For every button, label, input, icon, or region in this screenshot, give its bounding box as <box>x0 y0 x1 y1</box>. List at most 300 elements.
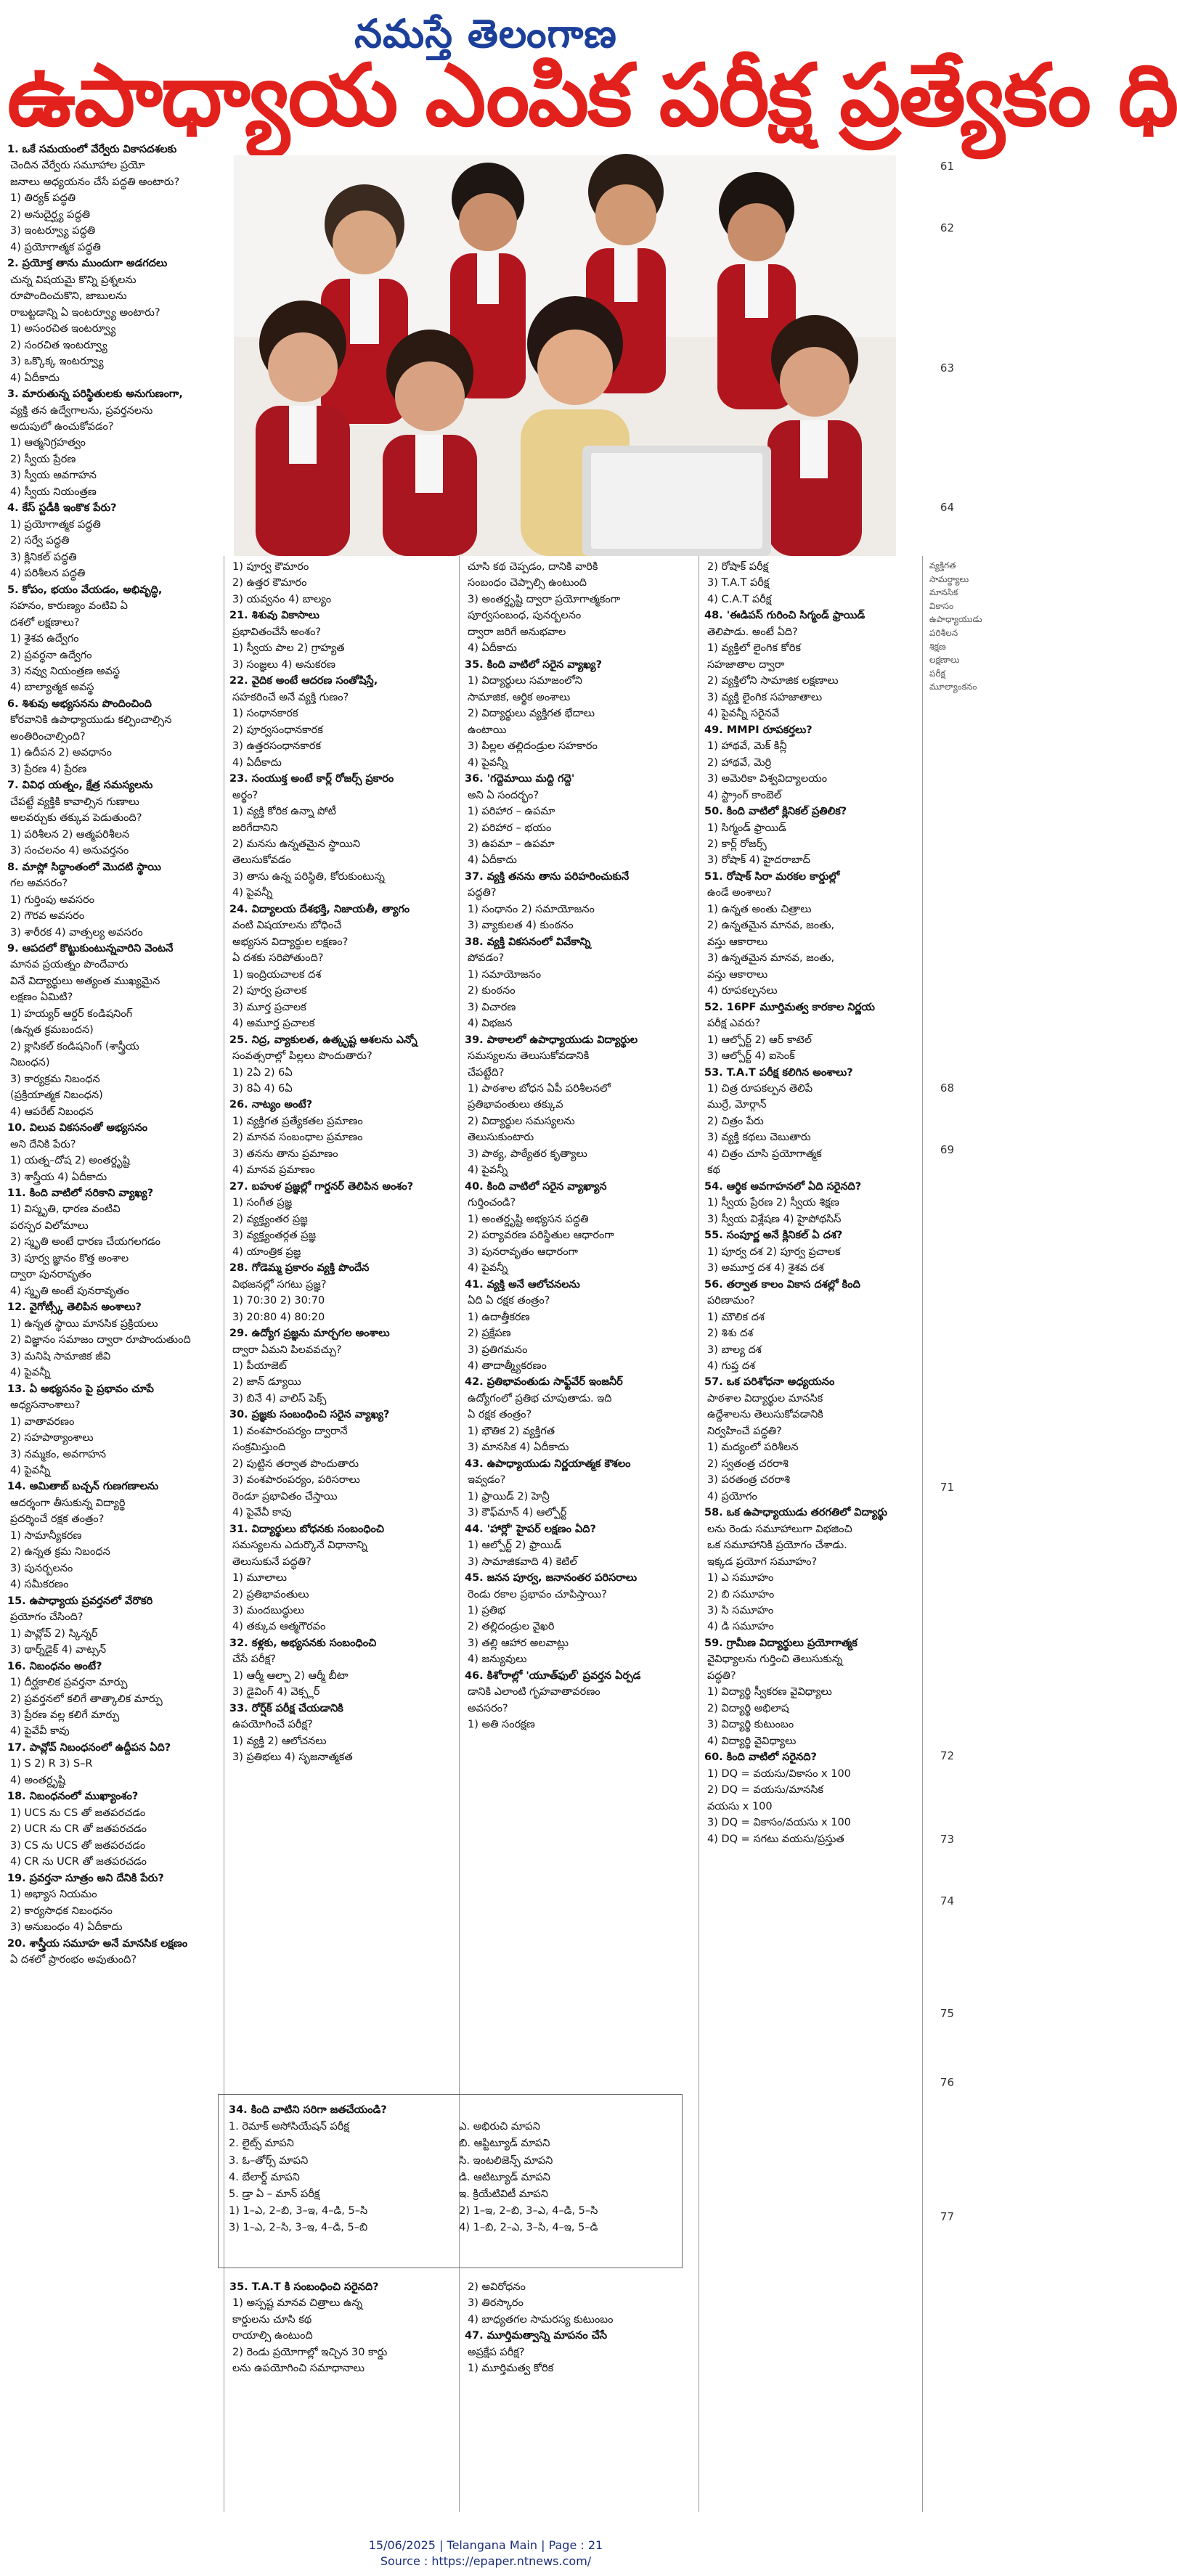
answer-option: 2) వ్యక్త్యంతర ప్రజ్ఞ <box>232 1213 308 1225</box>
answer-option: 1) వ్యక్తిగత ప్రత్యేకతల ప్రమాణం <box>232 1115 363 1127</box>
answer-option: లను రెండు సమూహాలుగా విభజించి <box>707 1523 852 1535</box>
answer-option: 1) దీర్ఘకాలిక ప్రవర్తనా మార్పు <box>10 1677 128 1689</box>
answer-option: అని ఏ సందర్భం? <box>468 789 539 801</box>
answer-option: 3) యవ్వనం 4) బాల్యం <box>232 593 332 605</box>
question-text: 48. 'ఈడిపస్ గురించి సిగ్మండ్ ఫ్రాయిడ్ <box>704 610 866 622</box>
answer-option: వ్యక్తిగత <box>929 560 956 571</box>
answer-option: 4) CR ను UCR తో జతపరచడం <box>10 1856 147 1868</box>
answer-option: 1) ఆల్పోర్ట్ 2) ఆర్ కాటెల్ <box>707 1034 812 1046</box>
question-text: 14. అమితాబ్ బచ్చన్ గుణగణాలను <box>7 1481 159 1493</box>
answer-option: 4) విభజన <box>468 1018 513 1030</box>
answer-option: 3) సంచలనం 4) అనువర్తనం <box>10 845 129 857</box>
answer-option: 4) ప్రయోగాత్మక పద్ధతి <box>10 241 101 253</box>
answer-option: ఉద్యోగంలో ప్రతిభ చూపుతాడు. ఇది <box>468 1392 612 1404</box>
answer-option: 4) ఏదీకాదు <box>10 372 60 384</box>
answer-option: ప్రదర్శించే రక్షక తంత్రం? <box>10 1513 105 1526</box>
question-text: 20. శాస్త్రీయ సమూహ అనే మానసిక లక్షణం <box>7 1937 188 1950</box>
question-text: 53. T.A.T పరీక్ష కలిగిన అంశాలు? <box>704 1066 853 1079</box>
question-text: 23. సంయుక్త అంటే కార్ల్ రోజర్స్ ప్రకారం <box>229 773 394 785</box>
question-text: 49. MMPI రూపకర్తలు? <box>704 724 813 736</box>
answer-option: 3) 20:80 4) 80:20 <box>232 1311 325 1323</box>
answer-option: అని దేనికి పేరు? <box>10 1138 76 1150</box>
page-number: 74 <box>940 1894 954 1908</box>
question-text: 12. వైగోట్స్కీ తెలిపిన అంశాలు? <box>7 1301 142 1314</box>
answer-option: 1) అంతర్దృష్టి అభ్యసన పద్ధతి <box>468 1213 589 1225</box>
answer-option: (ప్రక్రియాత్మక నిబంధన) <box>10 1089 103 1102</box>
answer-option: ప్రభావితంచేసే అంశం? <box>232 626 322 638</box>
answer-option: 3) పరతంత్ర చరరాశి <box>707 1474 791 1487</box>
match-question-box <box>218 2094 683 2268</box>
answer-option: సంవత్సరాల్లో పిల్లలు పొందుతారు? <box>232 1050 372 1063</box>
question-text: 35. కింది వాటిలో సరైన వ్యాఖ్య? <box>465 658 602 671</box>
answer-option: 1) ప్రతిభ <box>468 1605 506 1616</box>
answer-option: సామాజిక, ఆర్థిక అంశాలు <box>468 691 571 703</box>
answer-option: 3) అంతర్దృష్టి ద్వారా ప్రయోగాత్మకంగా <box>468 593 621 605</box>
answer-option: తెలుసుకోవడం <box>232 854 291 867</box>
answer-option: 2) శిశు దశ <box>707 1328 754 1340</box>
answer-option: 2) తల్లిదండ్రుల వైఖరి <box>468 1621 555 1633</box>
answer-option: డానికి ఎలాంటి గృహవాతావరణం <box>468 1686 600 1698</box>
answer-option: 4) తాదాత్మ్యీకరణం <box>468 1359 547 1372</box>
question-text: 50. కింది వాటిలో క్లినికల్ ప్రతిలిక? <box>704 806 847 818</box>
answer-option: 1) ఆత్మనిగ్రహత్వం <box>10 437 86 449</box>
answer-option: 1) పరిశీలన 2) ఆత్మపరిశీలన <box>10 828 130 841</box>
answer-option: 1) మౌలిక దశ <box>707 1311 765 1323</box>
answer-option: 1) UCS ను CS తో జతపరచడం <box>10 1807 146 1819</box>
footer-source-line: Source : https://epaper.ntnews.com/ <box>380 2554 592 2569</box>
question-text: 13. ఏ అభ్యసనం పై ప్రభావం చూపే <box>7 1383 154 1395</box>
answer-option: 4) తక్కువ ఆత్మగౌరవం <box>232 1621 326 1633</box>
answer-option: 2) సహపాఠ్యాంశాలు <box>10 1432 94 1444</box>
answer-option: ద్వారా పునరావృతం <box>10 1269 91 1281</box>
answer-option: ఉపాధ్యాయుడు <box>929 614 982 625</box>
question-text: 47. మూర్తిమత్వాన్ని మాపనం చేసే <box>465 2330 607 2342</box>
page-number: 73 <box>940 1833 954 1846</box>
answer-option: 2) విద్యార్థి అభిలాష <box>707 1702 789 1714</box>
question-text: 44. 'హార్లో' హైపర్ లక్షణం ఏది? <box>465 1523 596 1535</box>
question-text: 28. గోడెమ్మ ప్రకారం వ్యక్తి పొందేన <box>229 1262 370 1275</box>
answer-option: ఉద్దేశాలను తెలుసుకోవడానికి <box>707 1409 823 1421</box>
answer-option: 4) ఏదీకాదు <box>232 756 282 769</box>
answer-option: 3) DQ = వికాసం/వయసు x 100 <box>707 1817 851 1829</box>
answer-option: వైవిధ్యాలను గుర్తించి తెలుసుకున్న <box>707 1653 843 1666</box>
match-item: 1) 1–ఎ, 2–బి, 3–ఇ, 4–డి, 5–సి <box>229 2205 368 2217</box>
question-text: 54. ఆర్థిక అవగాహనలో ఏది సరైనది? <box>704 1180 862 1193</box>
answer-option: చూసి కథ చెప్పడం, దానికి వారికి <box>468 561 598 573</box>
match-item: ఇ. క్రియేటివిటీ మాపని <box>459 2188 548 2200</box>
column-3-bottom <box>465 2279 696 2519</box>
question-text: 51. రోషాక్ సిరా మరకల కార్డుల్లో <box>704 870 840 883</box>
question-text: 38. వ్యక్తి వికసనంలో వివేకాన్ని <box>465 936 591 948</box>
answer-option: 3) బాల్య దశ <box>707 1344 762 1356</box>
answer-option: 3) ప్రతిగమనం <box>468 1344 528 1356</box>
answer-option: 1) పూర్వ కౌమారం <box>232 561 309 573</box>
question-text: 33. రోర్ష్‌క్ పరీక్ష చేయడానికి <box>229 1702 343 1714</box>
page-number: 76 <box>940 2076 954 2089</box>
answer-option: 3) వ్యక్త్యంతర్గత ప్రజ్ఞ <box>232 1230 317 1242</box>
answer-option: 4) ఏదీకాదు <box>468 854 517 867</box>
answer-option: 1) ప్రయోగాత్మక పద్ధతి <box>10 518 101 531</box>
page-number: 68 <box>940 1081 954 1095</box>
answer-option: 3) డైవింగ్ 4) వెక్స్లర్ <box>232 1686 320 1698</box>
question-text: 60. కింది వాటిలో సరైనది? <box>704 1751 817 1764</box>
match-item: సి. ఇంటలిజెన్స్ మాపని <box>459 2154 553 2167</box>
answer-option: 4) ఆపరేట్ నిబంధన <box>10 1105 94 1118</box>
answer-option: 2) క్లాసికల్ కండిషనింగ్ (శాస్త్రీయ <box>10 1040 139 1052</box>
answer-option: 3) థార్న్‌డైక్ 4) వాట్సన్ <box>10 1644 107 1656</box>
match-item: డి. ఆటిట్యూడ్ మాపని <box>459 2171 550 2183</box>
answer-option: 1) ఆల్పోర్ట్ 2) ఫ్రాయిడ్ <box>468 1540 562 1552</box>
answer-option: అర్థం? <box>232 789 258 801</box>
question-text: 58. ఒక ఉపాధ్యాయుడు తరగతిలో విద్యార్థు <box>704 1507 887 1519</box>
answer-option: వయసు x 100 <box>707 1800 773 1812</box>
answer-option: మానవ ప్రయత్నం పొందేవారు <box>10 959 129 971</box>
answer-option: 2) జాన్ డ్యూయి <box>232 1376 301 1389</box>
answer-option: 3) తనను తాను ప్రమాణం <box>232 1148 338 1160</box>
answer-option: 3) T.A.T పరీక్ష <box>707 577 770 589</box>
answer-option: 2) పరిహార – భయం <box>468 822 552 834</box>
answer-option: 2) మానవ సంబంధాల ప్రమాణం <box>232 1132 363 1144</box>
answer-option: 3) ఉత్తరసంధానకారక <box>232 740 322 753</box>
answer-option: చేపట్టేది? <box>468 1066 505 1079</box>
answer-option: 1) హయ్యర్ ఆర్డర్ కండిషనింగ్ <box>10 1007 133 1020</box>
match-left-list <box>229 2119 441 2236</box>
answer-option: 1) 70:30 2) 30:70 <box>232 1295 325 1307</box>
question-text: 19. ప్రవర్తనా సూత్రం అని దేనికి పేరు? <box>7 1872 164 1884</box>
answer-option: అధ్యసనాంశాలు? <box>10 1399 81 1412</box>
match-item: 5. డ్రా ఏ – మాన్ పరీక్ష <box>229 2188 320 2200</box>
question-text: 8. మాస్లో సిద్ధాంతంలో మొదటి స్థాయి <box>7 861 161 873</box>
question-text: 1. ఒకే సమయంలో వేర్వేరు వికాసదశలకు <box>7 144 177 155</box>
answer-option: 2) అనుదైర్ఘ్య పద్ధతి <box>10 208 91 221</box>
answer-option: అప్రక్షేప పరీక్ష? <box>468 2346 525 2358</box>
page-number: 62 <box>940 221 954 234</box>
answer-option: వికాసం <box>929 600 954 611</box>
answer-option: 1) శైశవ ఉద్వేగం <box>10 633 79 645</box>
answer-option: అదుపులో ఉంచుకోవడం? <box>10 420 114 433</box>
answer-option: 2) ఉత్తర కౌమారం <box>232 577 307 589</box>
answer-option: 4) ఏదీకాదు <box>468 642 517 655</box>
answer-option: 1) తిర్యక్ పద్ధతి <box>10 192 76 205</box>
answer-option: జరిగేదానిని <box>232 822 278 834</box>
answer-option: 1) ఉదాత్తీకరణ <box>468 1311 530 1323</box>
answer-option: 2) ప్రతిభావంతులు <box>232 1588 309 1600</box>
answer-option: 4) యాంత్రిక ప్రజ్ఞ <box>232 1246 301 1258</box>
answer-option: 2) చిత్రం పేరు <box>707 1115 764 1127</box>
answer-option: 3) సంజ్ఞలు 4) అనుకరణ <box>232 658 335 671</box>
page-number: 72 <box>940 1749 954 1762</box>
answer-option: 4) పైవన్నీ <box>468 1164 508 1177</box>
answer-option: 1) పరిహార – ఉపమా <box>468 806 555 818</box>
question-text: 35. T.A.T కి సంబంధించి సరైనది? <box>229 2281 379 2293</box>
answer-option: 2) మనసు ఉన్నతమైన స్థాయిని <box>232 838 361 850</box>
answer-option: 2) ఉన్నత క్రమ నిబంధన <box>10 1546 110 1558</box>
answer-option: 3) కౌఫ్‌మాన్ 4) ఆల్పోర్ట్ <box>468 1507 567 1519</box>
answer-option: ముర్రే, మోర్గాన్ <box>707 1099 767 1111</box>
answer-option: అవసరం? <box>468 1702 508 1714</box>
question-text: 57. ఒక పరిశోధనా అధ్యయనం <box>704 1376 835 1389</box>
answer-option: 3) ఉన్నతమైన మానవ, జంతు, <box>707 952 835 965</box>
answer-option: 4) పైవన్నీ <box>468 756 508 769</box>
match-right-list <box>459 2119 672 2236</box>
answer-option: సహజాతాల ద్వారా <box>707 658 785 671</box>
answer-option: 3) స్వీయ అవగాహన <box>10 470 97 482</box>
match-item: 3) 1–ఎ, 2–సి, 3–ఇ, 4–డి, 5–బి <box>229 2222 368 2234</box>
answer-option: నిర్వహించే పద్ధతి? <box>707 1425 782 1437</box>
answer-option: రాబట్టడాన్ని ఏ ఇంటర్వ్యూ అంటారు? <box>10 306 160 319</box>
answer-option: 3) పూర్వ జ్ఞానం కొత్త అంశాల <box>10 1252 129 1264</box>
question-text: 27. బహుళ ప్రజ్ఞల్లో గార్డనర్ తెలిపిన అంశం? <box>229 1180 414 1193</box>
question-text: 22. వైదిక అంటే ఆదరణ సంతోషిస్తే, <box>229 675 378 687</box>
question-text: 55. సంపూర్ణ అనే క్లినికల్ ఏ దశ? <box>704 1230 843 1242</box>
answer-option: 3) ఉపమా – ఉపమా <box>468 838 555 850</box>
answer-option: 2) విజ్ఞానం సమాజం ద్వారా రూపొందుతుంది <box>10 1334 191 1346</box>
answer-option: 4) గుప్త దశ <box>707 1359 756 1372</box>
answer-option: తెలుసుకునే పద్ధతి? <box>232 1555 311 1568</box>
answer-option: 1) వ్యక్తిలో లైంగిక కోరిక <box>707 642 802 655</box>
answer-option: ఇవ్వడం? <box>468 1474 506 1487</box>
answer-option: 3) నమ్మకం, అవగాహన <box>10 1448 107 1460</box>
answer-option: 4) చిత్రం చూసి ప్రయోగాత్మక <box>707 1148 822 1160</box>
answer-option: వంటి విషయాలను బోధించే <box>232 920 342 932</box>
question-text: 40. కింది వాటిలో సరైన వ్యాఖ్యాన <box>465 1180 607 1193</box>
answer-option: 2) హాథవే, మెర్రి <box>707 756 772 769</box>
answer-option: 1) DQ = వయసు/వికాసం x 100 <box>707 1767 851 1780</box>
answer-option: 1) చిత్ర రూపకల్పన తెలిపే <box>707 1083 813 1095</box>
column-rule <box>922 556 923 2512</box>
answer-option: 2) పూర్వసంధానకారక <box>232 724 323 736</box>
answer-option: 2) బి సమూహం <box>707 1588 775 1600</box>
answer-option: లను ఉపయోగించి సమాధానాలు <box>232 2363 364 2375</box>
answer-option: 1) ఉన్నత స్థాయి మానసిక ప్రక్రియలు <box>10 1317 158 1330</box>
answer-option: 4) పైవన్నీ <box>468 1262 508 1275</box>
question-text: 32. కళ్లకు, అభ్యసనకు సంబంధించి <box>229 1637 377 1649</box>
answer-option: 2) గౌరవ అవసరం <box>10 910 85 923</box>
answer-option: సమస్యలను తెలుసుకోవడానికి <box>468 1050 590 1063</box>
answer-option: చున్న విషయమై కొన్ని ప్రశ్నలను <box>10 274 137 286</box>
answer-option: 4) C.A.T పరీక్ష <box>707 593 772 605</box>
answer-option: 3) శారీరక 4) వాత్సల్య అవసరం <box>10 926 143 939</box>
answer-option: సంబంధం చెప్పాల్సి ఉంటుంది <box>468 577 587 589</box>
match-item: 4) 1–బి, 2–ఎ, 3–సి, 4–ఇ, 5–డి <box>459 2222 598 2234</box>
page-number: 61 <box>940 160 954 173</box>
answer-option: 3) పాఠ్య, పాఠ్యేతర కృత్యాలు <box>468 1148 587 1160</box>
answer-option: పోవడం? <box>468 952 505 965</box>
match-item: బి. ఆప్టిట్యూడ్ మాపని <box>459 2138 550 2150</box>
answer-option: 2) విద్యార్థులు వ్యక్తిగత భేదాలు <box>468 708 595 720</box>
answer-option: 3) నవ్వు నియంత్రణ అవస్థ <box>10 666 121 677</box>
answer-option: ఏ దశకు సరిపోతుంది? <box>232 952 324 965</box>
answer-option: 1) అభ్యాస నియమం <box>10 1889 97 1901</box>
answer-option: విభజనల్లో సగటు ప్రజ్ఞ? <box>232 1278 327 1291</box>
answer-option: 4) పైవన్నీ <box>10 1367 51 1379</box>
answer-option: లక్షణాలు <box>929 655 960 666</box>
answer-option: 4) స్ట్రాంగ్ కాంబెల్ <box>707 789 782 801</box>
answer-option: 2) ప్రవర్తనలో కలిగే తాత్కాలిక మార్పు <box>10 1693 163 1705</box>
question-text: 31. విద్యార్థులు బోధనకు సంబంధించి <box>229 1523 385 1535</box>
answer-option: 1) పీయాజెట్ <box>232 1359 287 1372</box>
answer-option: పద్ధతి? <box>468 887 497 899</box>
answer-option: 4) మానవ ప్రమాణం <box>232 1164 315 1177</box>
answer-option: 3) మానసిక 4) ఏదీకాదు <box>468 1442 569 1454</box>
match-grid <box>229 2119 672 2236</box>
answer-option: 1) ఇంద్రియచాలక దశ <box>232 968 322 981</box>
answer-option: చేపట్టే వ్యక్తికి కావాల్సిన గుణాలు <box>10 796 139 808</box>
question-text: 59. గ్రామీణ విద్యార్థులు ప్రయోగాత్మక <box>704 1637 858 1649</box>
answer-option: 1) పాఠశాల బోధన ఏపీ పరిశీలనలో <box>468 1083 611 1095</box>
answer-option: 3) తల్లి ఆహార అలవాట్లు <box>468 1637 569 1649</box>
answer-option: 2) ఉన్నతమైన మానవ, జంతు, <box>707 920 835 932</box>
answer-option: 3) సామాజికవాది 4) కెటిల్ <box>468 1555 577 1568</box>
answer-option: 3) క్లినికల్ పద్ధతి <box>10 551 77 563</box>
answer-option: కథ <box>707 1164 720 1177</box>
page-number: 77 <box>940 2210 954 2223</box>
answer-option: తెలిపాడు. అంటే ఏది? <box>707 626 798 638</box>
answer-option: 4) పైవన్నీ సరైనవే <box>707 708 780 720</box>
headline-text: ఉపాధ్యాయ ఎంపిక పరీక్ష ప్రత్యేకం ధి <box>7 45 1177 145</box>
answer-option: వ్యక్తి తన ఉద్వేగాలను, ప్రవర్తనలను <box>10 404 153 417</box>
answer-option: 1) ఎ సమూహం <box>707 1572 774 1585</box>
match-item: 4. బేలార్డ్ మాపని <box>229 2171 300 2183</box>
answer-option: పూర్వసంబంధ, పునర్బలనం <box>468 610 582 622</box>
answer-option: 3) 8ఏ 4) 6ఏ <box>232 1083 293 1095</box>
answer-option: ఉండే అంశాలు? <box>707 887 772 899</box>
answer-option: చేసే పరీక్ష? <box>232 1653 276 1666</box>
answer-option: 3) వ్యాకులత 4) కుంఠనం <box>468 920 574 932</box>
answer-option: 4) పైవేవీ కావు <box>10 1725 70 1738</box>
answer-option: 1) విద్యార్థి స్వీకరణ వైవిధ్యాలు <box>707 1686 832 1698</box>
answer-option: 2) కార్యసాధక నిబంధనం <box>10 1905 113 1917</box>
answer-option: సంక్రమిస్తుంది <box>232 1442 286 1454</box>
answer-option: 1) అతి సంరక్షణ <box>468 1719 535 1731</box>
answer-option: 2) స్మృతి అంటే ధారణ చేయగలగడం <box>10 1236 160 1248</box>
answer-option: ద్వారా జరిగే అనుభవాల <box>468 626 566 638</box>
answer-option: పాఠశాల విద్యార్థుల మానసిక <box>707 1392 823 1404</box>
answer-option: 1) మూర్తిమత్వ కోరిక <box>468 2363 554 2375</box>
answer-option: 3) ఒక్కొక్క ఇంటర్వ్యూ <box>10 356 104 368</box>
answer-option: 3) CS ను UCS తో జతపరచడం <box>10 1839 146 1852</box>
answer-option: 1) పూర్వ దశ 2) పూర్వ ప్రచాలక <box>707 1246 841 1258</box>
answer-option: 1) హాథవే, మెక్ కిన్లీ <box>707 740 787 753</box>
answer-option: 1) స్వీయ పాల 2) గ్రాహ్యత <box>232 642 345 655</box>
answer-option: లక్షణం ఏమిటి? <box>10 991 73 1004</box>
answer-option: అలవర్చుకు తక్కువ పెడుతుంది? <box>10 812 142 825</box>
answer-option: 3) పిల్లల తల్లిదండ్రుల సహకారం <box>468 740 598 753</box>
question-text: 3. మారుతున్న పరిస్థితులకు అనుగుణంగా, <box>7 388 183 401</box>
answer-option: 1) సంధానం 2) సమాయోజనం <box>468 903 595 915</box>
answer-option: అంతిరించాల్సింది? <box>10 730 86 743</box>
answer-option: రూపొందించుకొని, జాబులను <box>10 290 127 303</box>
answer-option: శిక్షణ <box>929 641 946 652</box>
answer-option: ఏది ఏ రక్షక తంత్రం? <box>468 1295 550 1307</box>
answer-option: 1) ఉన్నత అంతు చిత్రాలు <box>707 903 812 915</box>
answer-option: 4) విద్యార్థి వైవిధ్యాలు <box>707 1735 797 1747</box>
answer-option: 1) ఫ్రాయిడ్ 2) హెన్రీ <box>468 1490 550 1502</box>
answer-option: 2) ప్రవర్ధనా ఉద్వేగం <box>10 649 92 661</box>
answer-option: 2) వ్యక్తిలోని సామాజిక లక్షణాలు <box>707 675 839 687</box>
answer-option: 1) S 2) R 3) S–R <box>10 1758 93 1770</box>
answer-option: సమస్యలను ఎదుర్కొనే విధానాన్ని <box>232 1540 367 1552</box>
answer-option: ఒక సమూహానికి ప్రయోగం చేశాడు. <box>707 1540 847 1552</box>
answer-option: 3) మందబుద్ధులు <box>232 1605 304 1616</box>
answer-option: 3) రోషాక్ 4) హైదరాబాద్ <box>707 854 810 867</box>
question-text: 56. తర్వాత కాలం వికాస దశల్లో కింది <box>704 1278 860 1291</box>
question-text: 18. నిబంధనంలో ముఖ్యాంశం? <box>7 1791 139 1803</box>
answer-option: 3) పునర్బలనం <box>10 1562 73 1574</box>
answer-option: 3) ప్రతిభలు 4) సృజనాత్మకత <box>232 1751 353 1764</box>
answer-option: 1) అస్పష్ట మానవ చిత్రాలు ఉన్న <box>232 2297 363 2310</box>
answer-option: 4) పరిశీలన పద్ధతి <box>10 568 86 580</box>
answer-option: 1) వంశపారంపర్యం ద్వారానే <box>232 1425 348 1437</box>
answer-option: 1) భౌతిక 2) వ్యక్తిగత <box>468 1425 555 1437</box>
column-2-bottom <box>229 2279 456 2519</box>
answer-option: 1) వాతావరణం <box>10 1415 75 1428</box>
answer-option: 3) ఆల్పోర్ట్ 4) ఐసెంక్ <box>707 1050 795 1063</box>
question-text: 10. విలువ వికసనంతో అభ్యసనం <box>7 1122 148 1134</box>
answer-option: 3) ఇంటర్వ్యూ పద్ధతి <box>10 225 96 237</box>
answer-option: 2) కుంఠనం <box>468 985 516 997</box>
answer-option: సహనం, కారుణ్యం వంటివి ఏ <box>10 600 128 613</box>
headline-banner <box>0 45 1177 145</box>
answer-option: 1) సామాన్యీకరణ <box>10 1529 82 1542</box>
answer-option: 1) విస్మృతి, ధారణ వంటివి <box>10 1203 121 1216</box>
answer-option: చెందిన వేర్వేరు సమూహాల ప్రయో <box>10 160 145 172</box>
answer-option: 3) అమెరికా విశ్వవిద్యాలయం <box>707 773 828 785</box>
question-text: 17. పావ్లోవ్ నిబంధనంలో ఉద్దీపన ఏది? <box>7 1741 171 1754</box>
answer-option: 2) పర్యావరణ పరిస్థితుల ఆధారంగా <box>468 1230 614 1242</box>
answer-option: 3) అనుబంధం 4) ఏదీకాదు <box>10 1921 123 1934</box>
question-text: 5. కోపం, భయం వేయడం, అభివృద్ధి, <box>7 584 163 596</box>
page-number: 69 <box>940 1143 954 1156</box>
answer-option: 4) DQ = సగటు వయసు/ప్రస్తుత <box>707 1833 844 1845</box>
answer-option: ఏ రక్షక తంత్రం? <box>468 1409 532 1421</box>
answer-option: ప్రతిభావంతులు తక్కువ <box>468 1099 563 1111</box>
answer-option: 3) వంశపారంపర్యం, పరిసరాలు <box>232 1474 360 1487</box>
answer-option: మూల్యాంకనం <box>929 682 977 692</box>
answer-option: తెలుసుకుంటారు <box>468 1132 534 1144</box>
column-1 <box>7 142 222 2533</box>
answer-option: 2) ప్రక్షేపణ <box>468 1328 511 1340</box>
answer-option: 2) పూర్వ ప్రచాలక <box>232 985 307 997</box>
match-item: 1. రెమాక్ అసోసియేషన్ పరీక్ష <box>229 2121 349 2133</box>
answer-option: ద్వారా ఏమని పిలవవచ్చు? <box>232 1344 342 1356</box>
question-text: 24. విద్యాలయ దేశభక్తి, నిజాయతీ, త్యాగం <box>229 903 410 915</box>
answer-option: 3) అమూర్త దశ 4) శైశవ దశ <box>707 1262 824 1275</box>
answer-option: 4) పైవేవీ కావు <box>232 1507 292 1519</box>
answer-option: 4) పైవన్నీ <box>10 1464 51 1476</box>
answer-option: 2) DQ = వయసు/మానసిక <box>707 1784 823 1796</box>
answer-option: పరీక్ష <box>929 668 945 679</box>
question-text: 45. జనన పూర్వ, జనానంతర పరిసరాలు <box>465 1572 638 1585</box>
answer-option: వినే విద్యార్థులు అత్యంత ముఖ్యమైన <box>10 975 160 987</box>
match-item: 3. ఓ–తోర్స్ మాపని <box>229 2154 309 2167</box>
question-text: 11. కింది వాటిలో సరికాని వ్యాఖ్య? <box>7 1187 154 1199</box>
answer-option: 1) గుర్తింపు అవసరం <box>10 894 95 906</box>
answer-option: 3) వ్యక్తి కథలు చెబుతారు <box>707 1132 811 1144</box>
answer-option: 4) స్వీయ నియంత్రణ <box>10 486 97 498</box>
answer-option: 4) ప్రయోగం <box>707 1490 757 1502</box>
answer-option: 2) సర్వే పద్ధతి <box>10 535 70 547</box>
answer-option: 4) స్మృతి అంటే పునరావృతం <box>10 1285 129 1297</box>
match-item: ఎ. అభిరుచి మాపని <box>459 2121 540 2133</box>
answer-option: పరీక్ష ఎవరు? <box>707 1018 761 1030</box>
column-3 <box>465 559 696 2090</box>
answer-option: రాయాల్సి ఉంటుంది <box>232 2330 313 2342</box>
answer-option: అభ్యసన విద్యార్థుల లక్షణం? <box>232 936 349 948</box>
answer-option: 3) సి సమూహం <box>707 1605 774 1616</box>
answer-option: 1) 2ఏ 2) 6ఏ <box>232 1066 293 1079</box>
answer-option: 2) రోషాక్ పరీక్ష <box>707 561 769 573</box>
